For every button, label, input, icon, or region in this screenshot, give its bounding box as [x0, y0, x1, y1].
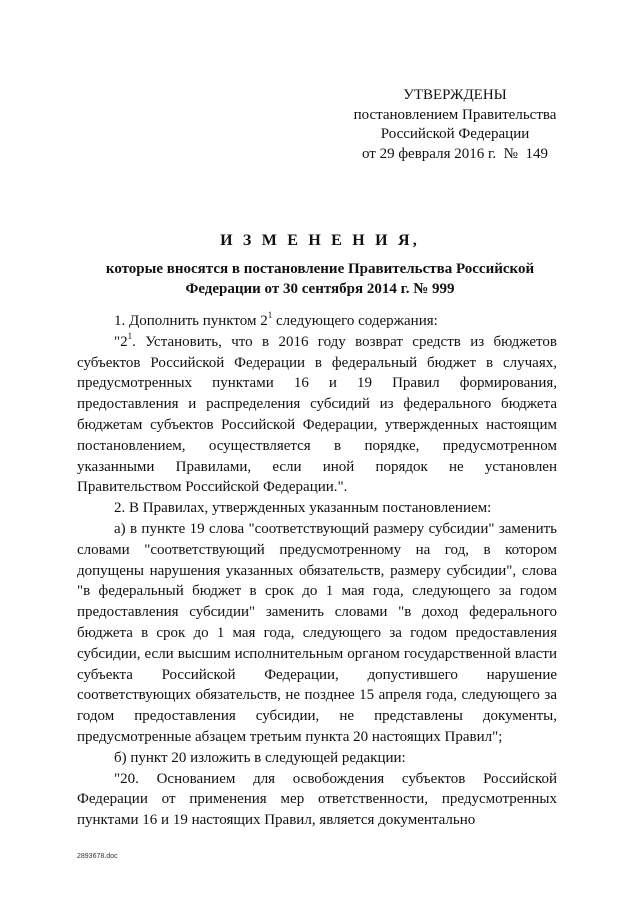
- paragraph-1: [77, 311, 557, 332]
- paragraph-1-text: 1. Дополнить пунктом 2: [114, 313, 268, 329]
- approval-line-date: от 29 февраля 2016 г. № 149: [361, 145, 548, 162]
- approval-block: [340, 86, 570, 164]
- approval-line-resolution: постановлением Правительства: [353, 106, 557, 123]
- superscript: 1: [267, 310, 273, 320]
- document-body: [77, 311, 557, 831]
- document-file-id: 2893678.doc: [77, 853, 118, 860]
- document-title: И З М Е Н Е Н И Я,: [220, 232, 420, 249]
- superscript: 1: [127, 330, 133, 341]
- paragraph-2-text: . Установить, что в 2016 году возврат средств из бюджетов субъектов Российской Федерации в федеральный бюджет в случаях, предусмотренных пунктами 16 и 19 Правил формирования, предоставления и распределения субсидий из федерального бюджета бюджетам субъектов Российской Федерации, утвержденных настоящим постановлением, осуществляется в порядке, предусмотренном указанными Правилами, если иной порядок не установлен Правительством Российской Федерации.".: [77, 333, 557, 496]
- document-subtitle: [0, 260, 640, 299]
- approval-title: УТВЕРЖДЕНЫ: [403, 87, 507, 103]
- subtitle-line-2: Федерации от 30 сентября 2014 г. № 999: [185, 280, 455, 297]
- approval-line-government: Российской Федерации: [380, 126, 530, 142]
- paragraph-1-text-end: следующего содержания:: [272, 313, 438, 329]
- paragraph-2-text-start: "2: [114, 333, 128, 350]
- paragraph-3: 2. В Правилах, утвержденных указанным постановлением:: [114, 500, 492, 517]
- paragraph-6: "20. Основанием для освобождения субъектов Российской Федерации от применения мер ответственности, предусмотренных пунктами 16 и 19 настоящих Правил, является документально: [77, 770, 557, 829]
- paragraph-5: б) пункт 20 изложить в следующей редакции:: [114, 749, 406, 766]
- subtitle-line-1: которые вносятся в постановление Правительства Российской: [105, 261, 535, 277]
- paragraph-4: а) в пункте 19 слова "соответствующий размеру субсидии" заменить словами "соответствующий предусмотренному на год, в котором допущены нарушения указанных обязательств, размеру субсидии", слова "в федеральный бюджет в срок до 1 мая года, следующего за годом предоставления субсидии" заменить словами "в доход федерального бюджета в срок до 1 мая года, следующего за годом предоставления субсидии, если высшим исполнительным органом государственной власти субъекта Российской Федерации, допустившего нарушение соответствующих обязательств, не позднее 15 апреля года, следующего за годом предоставления субсидии, не представлены документы, предусмотренные абзацем третьим пункта 20 настоящих Правил";: [77, 520, 557, 745]
- paragraph-2: [77, 332, 557, 498]
